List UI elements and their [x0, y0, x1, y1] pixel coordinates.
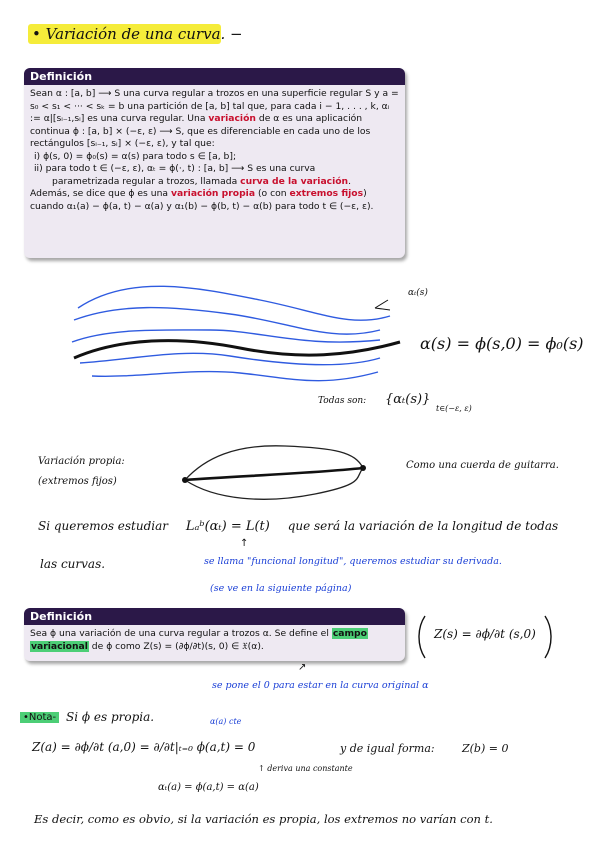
definition-box-campo-variacional — [24, 608, 405, 661]
lower-curve — [185, 468, 363, 499]
curvas-line: las curvas. — [40, 557, 106, 571]
condition-ii-cont: parametrizada regular a trozos, llamada curva de la variación. — [52, 175, 352, 187]
todas-son-label: Todas son: — [318, 396, 367, 406]
text: Si queremos estudiar — [38, 519, 169, 533]
igual-forma-text: y de igual forma: — [340, 742, 435, 755]
alpha-t-label: αₜ(s) — [408, 288, 428, 298]
deriva-constante-note: ↑ deriva una constante — [258, 764, 353, 773]
def-text: ) cuando α₁(a) − ϕ(a, t) − α(a) y α₁(b) − ϕ(b, t) − α(b) para todo t ∈ (−ε, ε). — [30, 188, 374, 212]
up-arrow-icon: ↗ — [298, 662, 307, 673]
definition-header: Definición — [24, 608, 405, 625]
definition-box-variacion — [24, 68, 405, 258]
eq-main: ∂ϕ/∂t (a,0) = ∂/∂t|ₜ₌₀ ϕ(a,t) = 0 — [74, 740, 256, 754]
item-label: ii) — [34, 163, 43, 174]
def-text: Además, se dice que ϕ es una — [30, 188, 169, 199]
condition-i — [30, 151, 399, 164]
proper-variation-figure — [175, 438, 375, 508]
item-label: i) — [34, 150, 41, 162]
note-text: deriva una constante — [267, 764, 353, 773]
def-text: (o con — [257, 188, 287, 199]
original-curve — [185, 468, 363, 480]
alpha-t-equation: αₜ(a) = ϕ(a,t) = α(a) — [158, 782, 259, 793]
item-text: para todo t ∈ (−ε, ε), αₜ = ϕ(·, t) : [a, b] ⟶ S es una curva — [45, 163, 316, 174]
term-variacion: variación — [208, 113, 256, 124]
def-text: Sea ϕ una variación de una curva regular a trozos α. Se define el — [30, 628, 329, 639]
nota-intro: Si ϕ es propia. — [66, 710, 155, 724]
variation-curve — [92, 372, 378, 381]
item-text: parametrizada regular a trozos, llamada — [52, 175, 238, 187]
original-curve — [74, 341, 400, 358]
guitar-string-note: Como una cuerda de guitarra. — [406, 460, 559, 471]
term-extremos-fijos: extremos fijos — [289, 188, 364, 199]
extremos-fijos-label: (extremos fijos) — [38, 476, 117, 487]
endpoint-b — [360, 465, 366, 471]
variation-curve — [72, 330, 380, 342]
endpoint-a — [182, 477, 188, 483]
zb-equation: Z(b) = 0 — [462, 742, 509, 755]
eq-lhs: Z(a) = — [32, 740, 71, 754]
conclusion-text: Es decir, como es obvio, si la variación es propia, los extremos no varían con t. — [34, 812, 493, 826]
def-text: Sean α : [a, b] ⟶ S una curva regular a trozos en una superficie regular S y a = s₀ < s₁ < ··· < sₖ = b una partición de [a, b] tal que, para cada i − 1, . . . , k, αᵢ := α|[sᵢ₋₁,sᵢ] es una curva regular. Una — [30, 88, 399, 124]
pone-cero-note: se pone el 0 para estar en la curva original α — [212, 680, 429, 691]
text: que será la variación de la longitud de todas — [287, 519, 559, 533]
nota-tag: •Nota- — [20, 712, 59, 723]
arrow-icon — [375, 300, 390, 310]
definition-paragraph — [30, 88, 399, 151]
def-text: de ϕ como Z(s) = (∂ϕ/∂t)(s, 0) ∈ 𝔛(α). — [91, 640, 264, 652]
next-page-note: (se ve en la siguiente página) — [210, 583, 352, 594]
term-variacional: variacional — [31, 640, 88, 652]
definition-body — [24, 85, 405, 217]
definition-paragraph-propia — [30, 188, 399, 213]
page-title: • Variación de una curva. − — [32, 25, 243, 43]
term-curva-variacion: curva de la variación — [240, 175, 349, 187]
up-arrow-icon: ↑ — [240, 538, 249, 549]
side-formula: Z(s) = ∂ϕ/∂t (s,0) — [434, 627, 536, 641]
definition-body — [24, 625, 405, 657]
condition-ii — [30, 163, 399, 176]
estudiar-line — [38, 519, 558, 534]
length-formula: Lₐᵇ(αₜ) = L(t) — [185, 519, 270, 534]
nota-equation — [32, 740, 255, 754]
def-text: de α es una aplicación continua ϕ : [a, b] × (−ε, ε) ⟶ S, que es diferenciable en cada uno de los rectángulos [sᵢ₋₁, sᵢ] × (−ε, ε), y tal que: — [30, 113, 371, 149]
term-variacion-propia: variación propia — [170, 188, 256, 199]
curve-set: {αₜ(s)} — [385, 392, 431, 407]
funcional-longitud-note: se llama "funcional longitud", queremos estudiar su derivada. — [204, 556, 502, 567]
curve-set-subscript: t∈(−ε, ε) — [436, 404, 472, 413]
variacion-propia-label: Variación propia: — [38, 456, 125, 467]
term-campo: campo — [332, 628, 367, 639]
alpha-equation: α(s) = ϕ(s,0) = ϕ₀(s) — [420, 334, 584, 353]
alpha-cte-note: α(a) cte — [210, 717, 242, 726]
definition-header: Definición — [24, 68, 405, 85]
item-text: ϕ(s, 0) = ϕ₀(s) = α(s) para todo s ∈ [a, b]; — [43, 150, 237, 162]
